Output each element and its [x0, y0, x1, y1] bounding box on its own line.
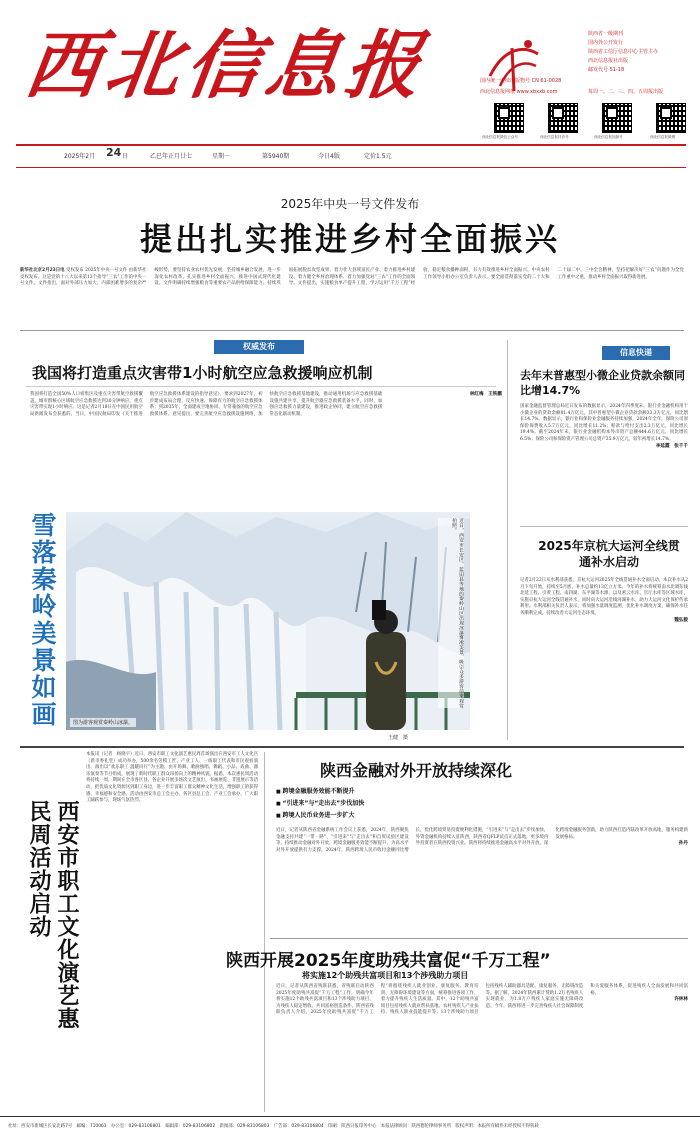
feature-photo [66, 512, 470, 730]
qr-label: 西北信息报抖音号 [540, 135, 569, 139]
frozen-waterfall-image [66, 512, 470, 730]
lead-body-text: 受权发布 2025年中央一号文件 由新华社受权发布。这是党的十八大以来第13个指导“三农”工作的中央一号文件。文件指出，面对外部压力加大、内部困难增多的复杂严峻形势，要坚持农业农村优先发展，坚持城乡融合发展，进一步深化农村改革，扎实推进乡村全面振兴，推进中国式现代化建设。文件明确持续增强粮食等重要农产品供给保障能力、持续巩固拓展脱贫攻坚成果、着力壮大县域富民产业、着力推进乡村建设、着力健全乡村治理体系、着力加强党对“三农”工作的全面领导。文件提出，实施粮食单产提升工程，学习运用“千万工程”经验，稳定粮食播种面积，有力有效推进乡村全面振兴。中央农村工作领导小组办公室负责人表示，要全面贯彻落实党的二十大和二十届二中、三中全会精神，坚持把解决好“三农”问题作为全党工作重中之重，推动乡村全面振兴取得新进展。 [20, 268, 684, 287]
info-headline-2: 2025年京杭大运河全线贯通补水启动 [538, 539, 680, 569]
info-body-1-text: 国家金融监督管理总局近日发布的数据显示，2024年四季度末，银行业金融机构用于小微企业的贷款余额81.4万亿元，其中普惠型小微企业贷款余额33.3万亿元，同比增长14.7%。数据显示，银行业和保险业金融服务持续加强，2024年全年，保险公司原保险保费收入5.7万亿元，同比增长11.2%；赔款与给付支出2.3万亿元，同比增长19.4%。截至2024年末，银行业金融机构本外币资产总额444.6万亿元，同比增长6.5%；保险公司和保险资产管理公司总资产35.9万亿元，较年初增长14.7%。 [520, 404, 688, 442]
page-count: 今日4版 [318, 153, 340, 160]
finance-bullets [276, 786, 436, 822]
qr-code-icon [494, 103, 524, 133]
side-info-line: 国内外公开发行 [588, 40, 624, 46]
lead-kicker: 2025年中央一号文件发布 [280, 197, 420, 211]
qr-label: 西北信息报视频号 [594, 135, 623, 139]
qr-code-icon [548, 103, 578, 133]
website: 西北信息报网址 www.xbxxb.com [480, 89, 558, 95]
info-headline-1: 去年末普惠型小微企业贷款余额同比增14.7% [520, 369, 685, 397]
qr-label: 西北信息报微博 [650, 135, 676, 139]
finance-headline: 陕西金融对外开放持续深化 [320, 761, 513, 780]
prosperity-body [276, 984, 688, 1112]
lead-dateline: 新华社北京2月23日电 [20, 268, 65, 273]
schedule: 每周一、二、三、四、五周报出版 [588, 89, 664, 95]
photo-caption: 近日，西安市长安区、蓝田县等地的秦岭山区出现冰瀑雾凇美景，吸引众多游客前来观赏拍照。 [438, 518, 464, 708]
photo-caption-bottom: 图为游客观赏秦岭山冰瀑。 [70, 718, 136, 727]
finance-bullet: ■ “引进来”与“走出去”步伐加快 [276, 798, 436, 810]
photo-credit: 王健 摄 [388, 735, 409, 741]
masthead-side-info [588, 30, 698, 75]
finance-body-text: 近日，记者从陕西省金融系统工作会议上获悉，2024年，陕西聚焦金融支持共建“一带一路”、“引进来”与“走出去”和自贸试验区建设等，持续推动金融对外开放，跨境金融服务效能不断提升，为高水平对外开放提供有力支撑。2024年，陕西跨境人民币收付金额同比增长，优化跨境贸易投资便利化措施，“引进来”与“走出去”步伐加快，外资金融机构持续入驻陕西，陕西省QFLP试点正式落地，更多境内外投资者在陕西投资兴业。陕西将持续推进金融高水平对外开放，深化跨境金融服务创新，助力陕西打造内陆改革开放高地，服务构建新发展格局。 [276, 828, 688, 853]
info-body-1 [520, 404, 688, 520]
masthead-title: 西北信息报 [19, 23, 433, 109]
finance-bullet: ■ 跨境人民币业务进一步扩大 [276, 810, 436, 822]
aviation-headline: 我国将打造重点灾害带1小时航空应急救援响应机制 [32, 364, 373, 382]
info-byline-2: 魏弘毅 [674, 617, 688, 623]
prosperity-body-text: 近日，记者从陕西省残联获悉，省残联启动陕西2025年度助残共富促“千万工程”工作，明确今年将实施12个助残共富项目和13个涉残助力项目，为残疾人稳定增收、共同富裕创造条件。陕西省残联负责人介绍，2025年度助残共富促“千万工程”将围绕残疾人就业创业、康复服务、教育培训、无障碍环境建设等方面，统筹推进各项工作，着力提升残疾人生活质量。其中，12个助残共富项目包括残疾人就业帮扶基地、农村残疾人产业扶持、残疾人职业技能提升等；13个涉残助力项目包括残疾人辅助器具适配、康复服务、无障碍改造等。据了解，2024年陕西累计帮助1.2万名残疾人实现就业，为1.8万户残疾人家庭实施无障碍改造。今年，陕西将进一步完善残疾人社会保障制度和关爱服务体系，促进残疾人全面发展和共同富裕。 [276, 984, 688, 1016]
qr-code-icon [602, 103, 632, 133]
side-info-line: 陕西省工信厅信息中心主管主办 [588, 49, 659, 55]
side-info-line: 陕西省一级期刊 [588, 31, 624, 37]
aviation-body [30, 392, 502, 498]
prosperity-headline: 陕西开展2025年度助残共富促“千万工程” [226, 951, 551, 971]
footer-imprint: 社址：西安市新城区长安北路7号 邮编：710061 办公室：029-83106801 编辑部：029-83106802 新闻部：029-83106803 广告部：029-83106804 印刷：陕西日报印务中心 本报法律顾问：陕西德伦律师事务所 版权声明：本报所有稿件未经授权不得转载 [0, 1116, 700, 1136]
photo-vertical-title-1: 雪落秦岭 [28, 512, 57, 620]
aviation-byline: 林红梅 王铁鹏 [469, 392, 502, 397]
date-day-unit: 日 [122, 153, 129, 160]
side-info-line: 邮发代号 51-18 [588, 67, 625, 73]
date-year-month: 2025年2月 [64, 153, 96, 160]
side-info-line: 西北信息报社出版 [588, 58, 629, 64]
issue-number: 第5940期 [262, 153, 290, 160]
qr-code-row [480, 103, 700, 143]
culture-body [86, 752, 258, 1110]
lead-body [20, 268, 684, 328]
finance-bullet: ■ 跨境金融服务效能不断提升 [276, 786, 436, 798]
dateline [0, 145, 700, 167]
lunar-date: 乙巳年正月廿七 [150, 153, 193, 160]
culture-body-text: 本报讯（记者 杨晓宇）近日，西安市职工文化演艺惠民周首场演出在西安市工人文化宫（新市委礼堂）成功举办，500余名劳模工匠、产业工人、一线职工代表和市民观看演出。演出以“欢乐职工 温暖同行”为主题，由开场舞、歌曲独唱、舞蹈、小品、戏曲、器乐演奏等节目组成，展现了新时代职工群众昂扬向上的精神风貌。据悉，本次惠民周活动将持续一周，期间在全市各区县、各企业开展多场次文艺演出、书画展览、非遗展示等活动，把优质文化资源送到职工身边，进一步丰富职工群众精神文化生活，增强职工的获得感、幸福感和安全感。活动由西安市总工会主办，各区县总工会、产业工会承办，广大职工踊跃参与，现场气氛热烈。 [86, 752, 258, 804]
aviation-body-text: 我国将打造全国50%人口密集区及重点灾害带航空救援覆盖、城市群核心区域航空应急救援达到30分钟响应、重点灾害带实现1小时响应。这是记者2月18日在中国民用航空局新闻发布会获悉的。当日，中国民航局印发《关于推进航空应急救援体系建设的指导意见》，要求到2027年，初步建成布局合理、反应快速、保障有力的航空应急救援体系；到2035年，全面建成空地协同、专常兼备的航空应急救援体系。意见提出，要完善航空应急救援设施网络，加快航空应急救援基地建设，推动通用机场与应急救援基础设施共建共享，提升航空器应急救援装备水平。同时，加强应急救援力量建设，推进政企协同，建立航空应急救援常态化联动机制。 [30, 392, 383, 417]
price: 定价1.5元 [364, 153, 392, 160]
lead-headline: 提出扎实推进乡村全面振兴 [139, 220, 560, 258]
info-body-2 [520, 578, 688, 740]
finance-body [276, 828, 688, 934]
photo-vertical-title-2: 美景如画 [28, 620, 57, 728]
prosperity-subhead: 将实施12个助残共富项目和13个涉残助力项目 [302, 971, 469, 980]
section-tag-info: 信息快递 [602, 346, 670, 360]
section-tag-authority: 权威发布 [214, 340, 304, 354]
finance-byline: 孙丹 [678, 841, 688, 847]
info-byline-1: 李延霞 张千千 [655, 443, 688, 449]
date-day: 24 [106, 146, 122, 159]
prosperity-byline: 许林林 [674, 997, 688, 1003]
culture-headline: 西安市职工文化演艺惠民周活动启动 [26, 800, 79, 1030]
logo-icon [480, 36, 544, 96]
weekday: 星期一 [212, 153, 231, 160]
info-body-2-text: 记者2月22日从水利部获悉，京杭大运河2025年全线贯通补水全面启动，本次补水从2月下旬开始，持续至5月底，补水总量约13亿立方米。今年的补水将统筹南水北调东线北延工程、引黄工程、南四湖、东平湖等水源，以及密云水库、官厅水库等区域水库，实施京杭大运河全线贯通补水，同时向大运河沿线河湖补水，助力大运河文化保护传承利用。水利部相关负责人表示，将加强水量调度监测，优化补水调度方案，确保补水任务顺利完成，持续改善大运河生态环境。 [520, 578, 688, 616]
cn-number: 国内统一连续出版物号 CN 61-0028 [480, 78, 562, 84]
qr-code-icon [656, 103, 686, 133]
qr-label: 西北信息报微信公众号 [482, 135, 518, 139]
